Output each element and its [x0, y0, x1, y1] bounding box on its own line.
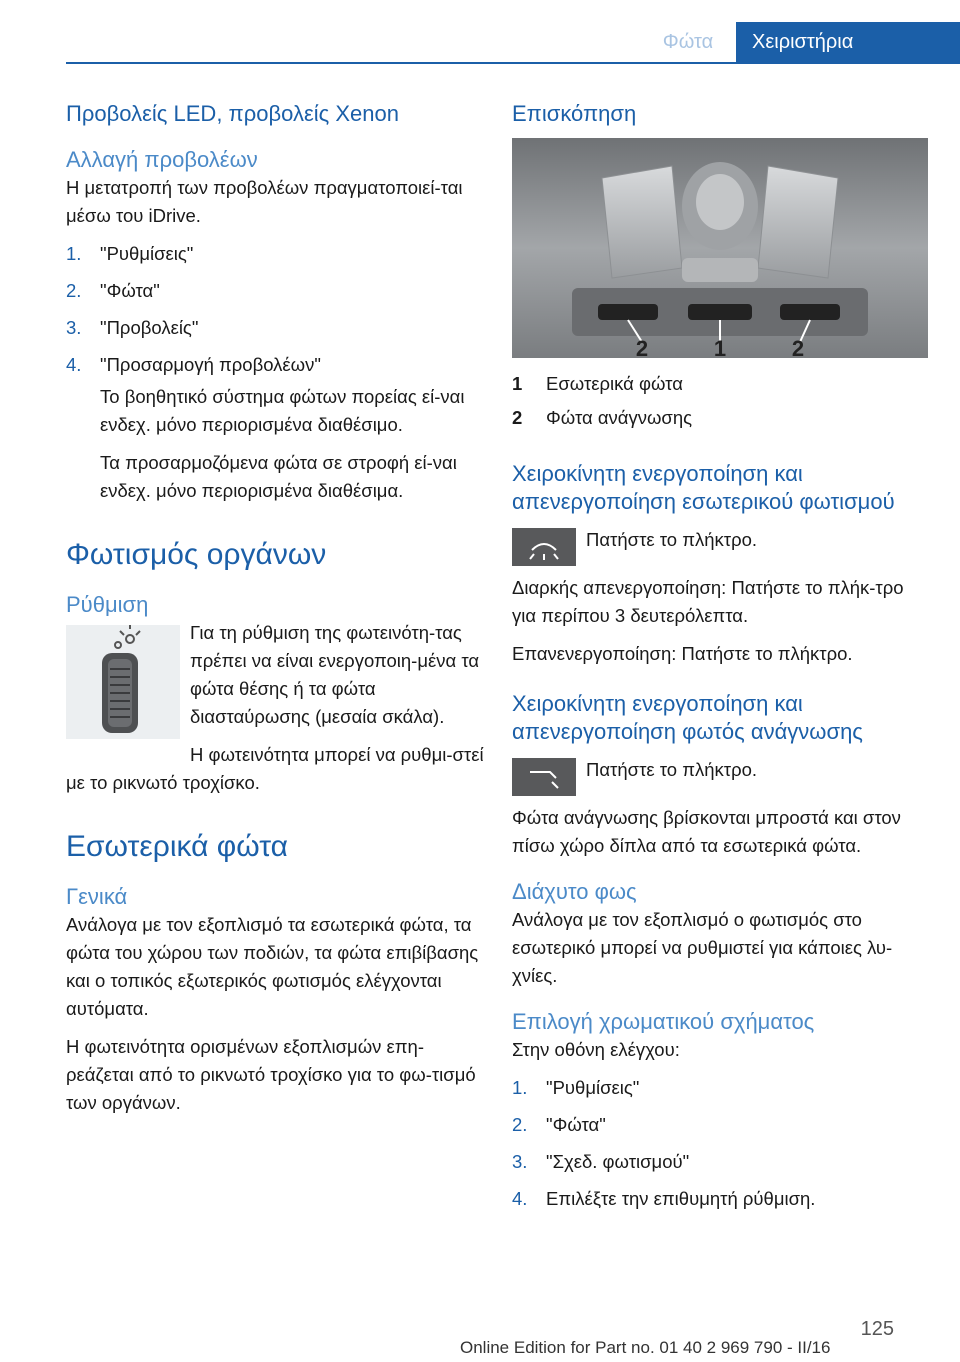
text-adjust-2: Η φωτεινότητα μπορεί να ρυθμι-στεί με το ρικνωτό τροχίσκο.: [66, 744, 484, 793]
image-legend: [512, 370, 932, 432]
press-block-reading: [512, 756, 932, 804]
text-press-interior: Πατήστε το πλήκτρο.: [586, 529, 758, 550]
legend-row: 2 Φώτα ανάγνωσης: [512, 407, 693, 428]
list-item: 1. "Ρυθμίσεις": [66, 243, 194, 264]
list-item: 3. "Σχεδ. φωτισμού": [512, 1151, 690, 1172]
heading-general: Γενικά: [66, 884, 128, 909]
steps-list-right: [512, 1074, 932, 1213]
note-cornering: Το βοηθητικό σύστημα φώτων πορείας εί-ναι ενδεχ. μόνο περιορισμένα διαθέσιμο.: [100, 386, 465, 435]
text-press-reading: Πατήστε το πλήκτρο.: [586, 759, 758, 780]
edition-footer: Online Edition for Part no. 01 40 2 969 790 - II/16: [460, 1338, 831, 1357]
image-label-interior: 1: [713, 336, 727, 358]
steps-list-left: [66, 240, 486, 379]
text-general-2: Η φωτεινότητα ορισμένων εξοπλισμών επη-ρεάζεται από το ρικνωτό τροχίσκο για το φω-τισμό των οργάνων.: [66, 1036, 476, 1113]
header-tab-lights[interactable]: Φώτα: [662, 31, 714, 53]
heading-ambient: Διάχυτο φως: [512, 879, 637, 904]
thumbwheel-icon: [66, 625, 180, 739]
heading-overview: Επισκόπηση: [512, 101, 637, 126]
left-column: [66, 96, 486, 1117]
heading-manual-interior: Χειροκίνητη ενεργοποίηση και απενεργοποίηση εσωτερικού φωτισμού: [512, 461, 895, 514]
image-label-reading-left: 2: [635, 336, 649, 358]
text-control-display: Στην οθόνη ελέγχου:: [512, 1039, 680, 1060]
right-column: [512, 96, 932, 1222]
press-block-interior: [512, 526, 932, 574]
heading-interior-lights: Εσωτερικά φώτα: [66, 830, 289, 863]
header-tab-controls[interactable]: Χειριστήρια: [736, 22, 960, 62]
list-item: 2. "Φώτα": [512, 1114, 606, 1135]
page-number: 125: [860, 1318, 894, 1340]
reading-light-button-icon: [512, 758, 576, 796]
adjust-block: [66, 619, 486, 797]
text-reading-lights: Φώτα ανάγνωσης βρίσκονται μπροστά και στον πίσω χώρο δίπλα από τα εσωτερικά φώτα.: [512, 807, 901, 856]
text-headlight-change: Η μετατροπή των προβολέων πραγματοποιεί-ται μέσω του iDrive.: [66, 177, 463, 226]
heading-adjust: Ρύθμιση: [66, 592, 149, 617]
legend-row: 1 Εσωτερικά φώτα: [512, 373, 683, 394]
text-adjust-1: Για τη ρύθμιση της φωτεινότη-τας πρέπει να είναι ενεργοποιη-μένα τα φώτα θέσης ή τα φώτα διασταύρωσης (μεσαία σκάλα).: [190, 622, 480, 727]
text-general-1: Ανάλογα με τον εξοπλισμό τα εσωτερικά φώτα, τα φώτα του χώρου των ποδιών, τα φώτα επιβίβασης και ο τοπικός εξωτερικός φωτισμός ελέγχονται αυτόματα.: [66, 914, 479, 1019]
text-ambient: Ανάλογα με τον εξοπλισμό ο φωτισμός στο εσωτερικό μπορεί να ρυθμιστεί για κάποιες λυ-χνίες.: [512, 909, 893, 986]
header-rule: [66, 62, 960, 64]
text-permanent-off: Διαρκής απενεργοποίηση: Πατήστε το πλήκ-τρο για περίπου 3 δευτερόλεπτα.: [512, 577, 904, 626]
list-item: 2. "Φώτα": [66, 280, 160, 301]
note-adaptive: Τα προσαρμοζόμενα φώτα σε στροφή εί-ναι ενδεχ. μόνο περιορισμένα διαθέσιμα.: [100, 452, 457, 501]
image-label-reading-right: 2: [791, 336, 805, 358]
heading-manual-reading: Χειροκίνητη ενεργοποίηση και απενεργοποίηση φωτός ανάγνωσης: [512, 691, 863, 744]
list-item: 4. "Προσαρμογή προβολέων": [66, 354, 321, 375]
list-item: 1. "Ρυθμίσεις": [512, 1077, 640, 1098]
heading-instrument-lighting: Φωτισμός οργάνων: [66, 538, 327, 571]
list-item: 4. Επιλέξτε την επιθυμητή ρύθμιση.: [512, 1188, 816, 1209]
heading-color-scheme: Επιλογή χρωματικού σχήματος: [512, 1009, 815, 1034]
overhead-console-image: [512, 138, 928, 358]
heading-led-xenon: Προβολείς LED, προβολείς Xenon: [66, 101, 399, 126]
list-item: 3. "Προβολείς": [66, 317, 199, 338]
text-reactivate: Επανενεργοποίηση: Πατήστε το πλήκτρο.: [512, 643, 853, 664]
interior-light-button-icon: [512, 528, 576, 566]
heading-headlight-change: Αλλαγή προβολέων: [66, 147, 258, 172]
